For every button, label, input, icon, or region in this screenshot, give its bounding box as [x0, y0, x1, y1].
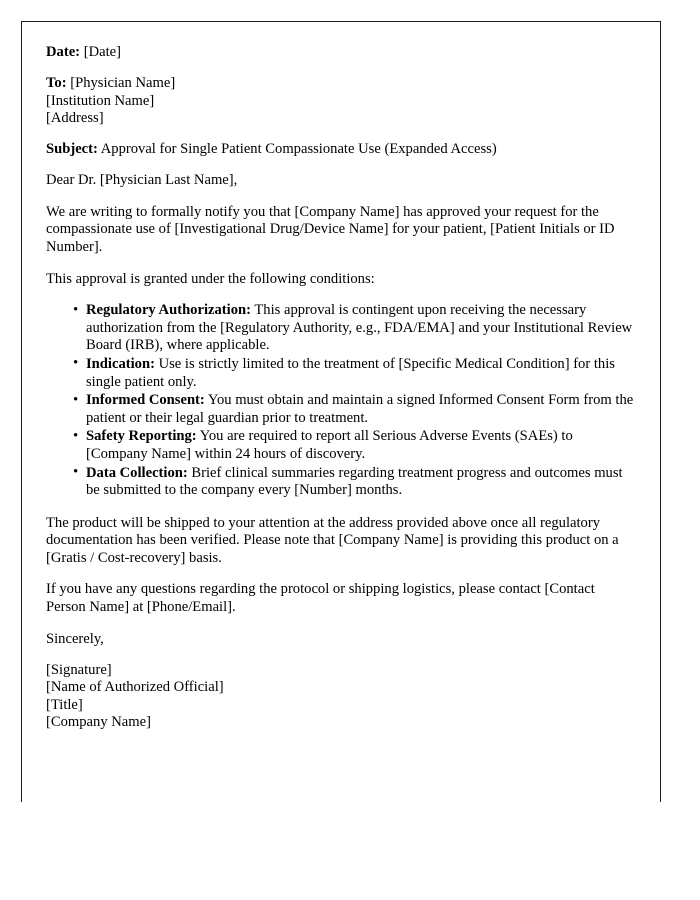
recipient-block [46, 75, 634, 127]
signature-placeholder: [Signature] [46, 661, 112, 678]
to-label: To: [46, 75, 67, 92]
recipient-name-line [46, 75, 634, 92]
shipping-paragraph: The product will be shipped to your attention at the address provided above once all regulatory documentation has been verified. Please note that [Company Name] is providing this product on a [Gratis / Cost-recovery] basis. [46, 514, 619, 566]
institution-name: [Institution Name] [46, 92, 155, 109]
condition-term: Regulatory Authorization: [86, 302, 251, 319]
salutation: Dear Dr. [Physician Last Name], [46, 172, 238, 189]
list-item [86, 302, 634, 355]
list-item [86, 428, 634, 463]
recipient-address: [Address] [46, 109, 104, 126]
subject-value: Approval for Single Patient Compassionate Use (Expanded Access) [100, 141, 497, 158]
signature-block [46, 662, 634, 731]
condition-term: Indication: [86, 355, 155, 372]
list-item [86, 465, 634, 500]
condition-term: Safety Reporting: [86, 428, 197, 445]
date-line [46, 44, 634, 61]
condition-text: Brief clinical summaries regarding treatment progress and outcomes must be submitted to the company every [Number] months. [86, 464, 623, 499]
condition-term: Informed Consent: [86, 392, 205, 409]
conditions-lead: This approval is granted under the following conditions: [46, 270, 375, 287]
intro-paragraph: We are writing to formally notify you that [Company Name] has approved your request for the compassionate use of [Investigational Drug/Device Name] for your patient, [Patient Initials or ID Number]. [46, 203, 615, 255]
condition-term: Data Collection: [86, 464, 188, 481]
conditions-list [46, 302, 634, 500]
date-label: Date: [46, 44, 81, 60]
subject-label: Subject: [46, 141, 98, 158]
condition-text: You are required to report all Serious Adverse Events (SAEs) to [Company Name] within 24 hours of discovery. [86, 428, 573, 462]
condition-text: You must obtain and maintain a signed Informed Consent Form from the patient or their legal guardian prior to treatment. [86, 392, 634, 426]
valediction: Sincerely, [46, 630, 104, 647]
official-title: [Title] [46, 696, 83, 713]
physician-name: [Physician Name] [70, 75, 176, 92]
authorized-official-name: [Name of Authorized Official] [46, 679, 224, 696]
list-item [86, 356, 634, 391]
subject-line [46, 141, 634, 158]
condition-text: This approval is contingent upon receiving the necessary authorization from the [Regulatory Authority, e.g., FDA/EMA] and your Institutional Review Board (IRB), where applicable. [86, 302, 633, 354]
condition-text: Use is strictly limited to the treatment of [Specific Medical Condition] for this single patient only. [86, 355, 615, 390]
contact-paragraph: If you have any questions regarding the protocol or shipping logistics, please contact [Contact Person Name] at [Phone/Email]. [46, 581, 595, 616]
letter-body [46, 44, 634, 731]
date-value: [Date] [83, 44, 121, 60]
company-name: [Company Name] [46, 713, 151, 730]
list-item [86, 392, 634, 427]
